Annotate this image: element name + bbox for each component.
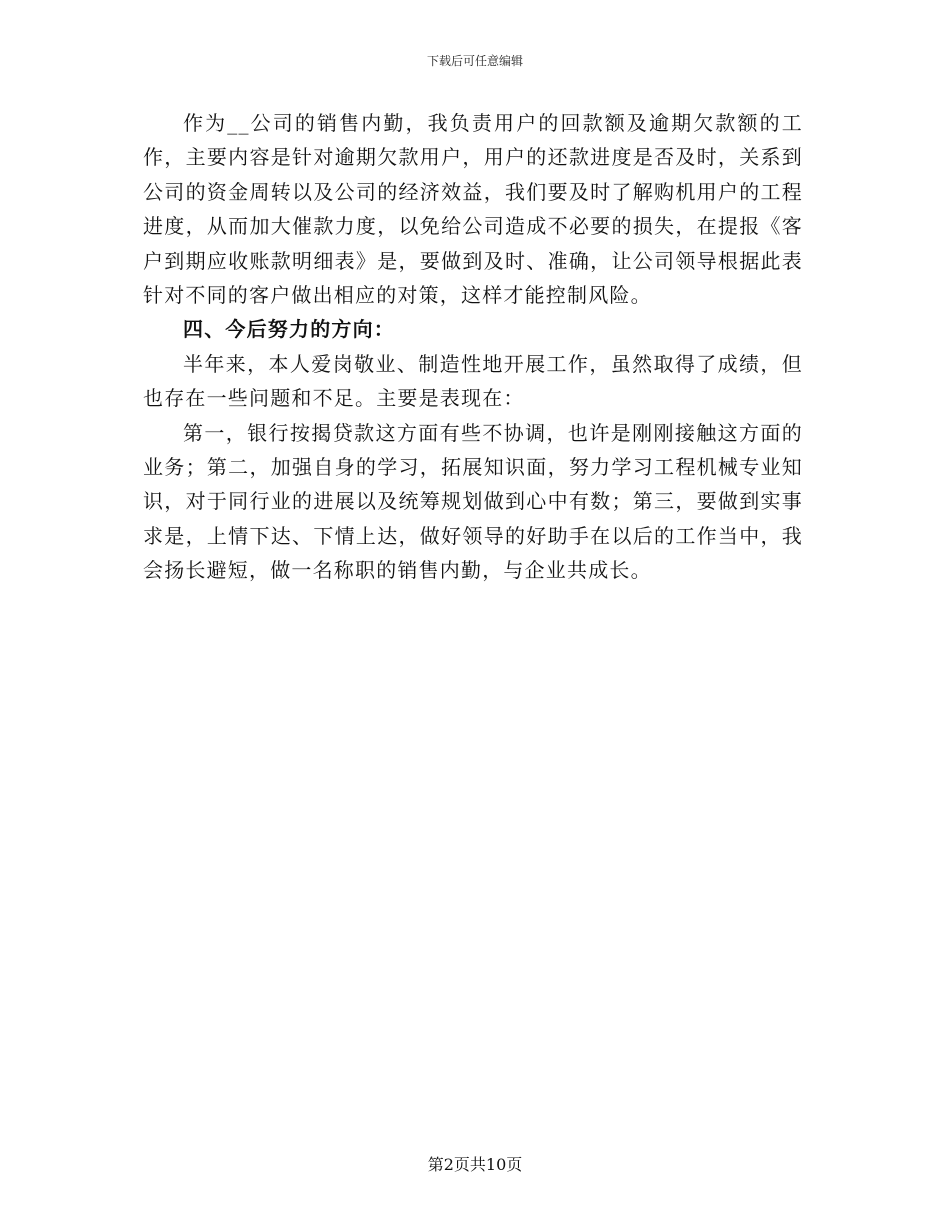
section-heading-future-direction: 四、今后努力的方向： — [183, 317, 395, 342]
paragraph-half-year-summary: 半年来，本人爱岗敬业、制造性地开展工作，虽然取得了成绩，但也存在一些问题和不足。主要是表现在： — [143, 351, 803, 411]
page-number-footer: 第2页共10页 — [427, 1155, 523, 1174]
page-header: 下载后可任意编辑 — [426, 54, 523, 68]
paragraph-sales-duties: 作为__公司的销售内勤，我负责用户的回款额及逾期欠款额的工作，主要内容是针对逾期欠款用户，用户的还款进度是否及时，关系到公司的资金周转以及公司的经济效益，我们要及时了解购机用户的工程进度，从而加大催款力度，以免给公司造成不必要的损失，在提报《客户到期应收账款明细表》是，要做到及时、准确，让公司领导根据此表针对不同的客户做出相应的对策，这样才能控制风险。 — [143, 111, 803, 308]
paragraph-improvement-points: 第一，银行按揭贷款这方面有些不协调，也许是刚刚接触这方面的业务；第二，加强自身的学习，拓展知识面，努力学习工程机械专业知识，对于同行业的进展以及统筹规划做到心中有数；第三，要做到实事求是，上情下达、下情上达，做好领导的好助手在以后的工作当中，我会扬长避短，做一名称职的销售内勤，与企业共成长。 — [143, 420, 803, 583]
document-body — [143, 106, 803, 588]
